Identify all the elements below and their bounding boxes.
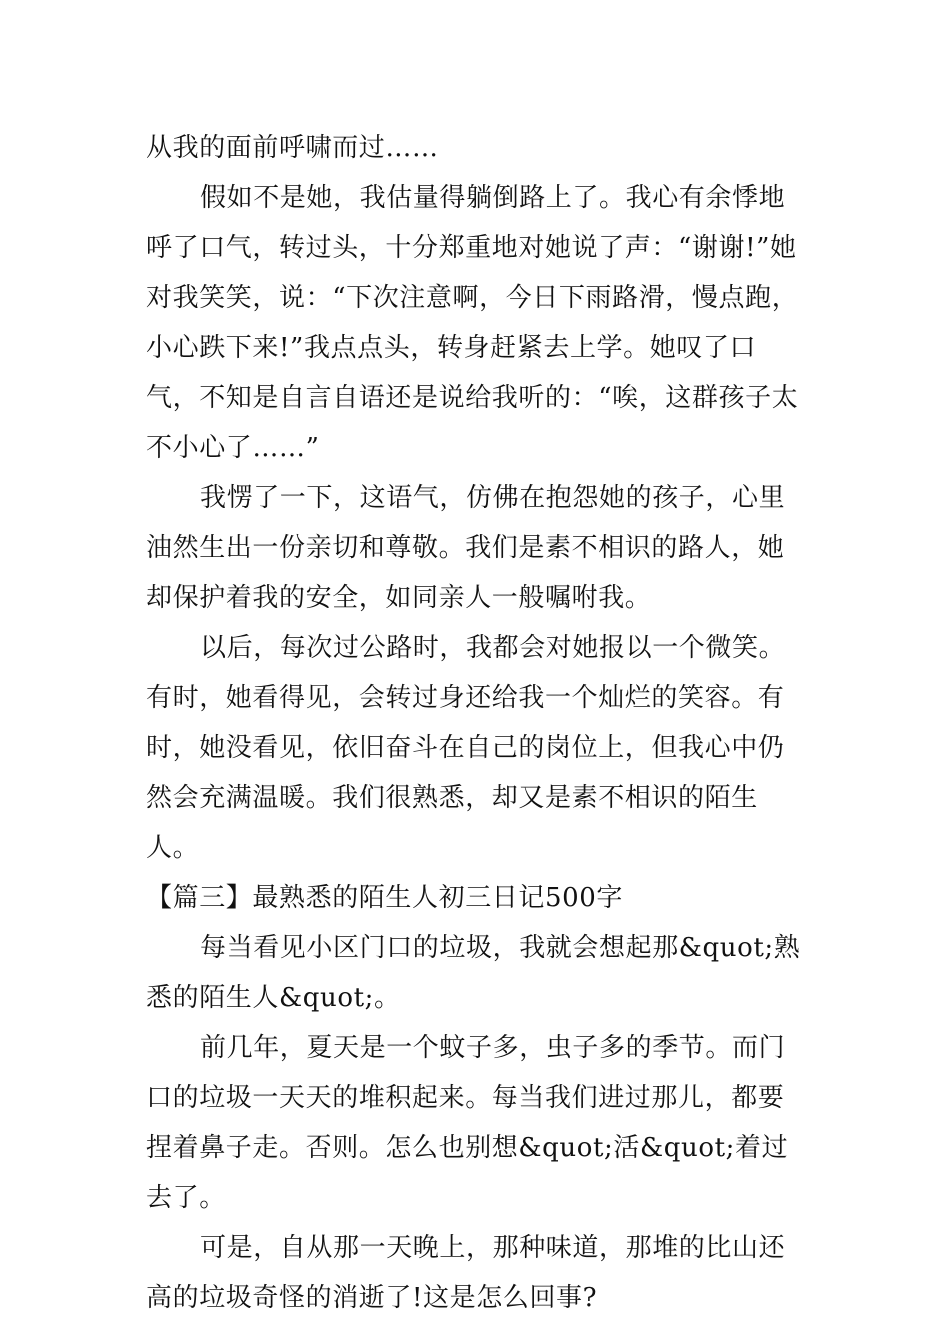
section-heading: 【篇三】最熟悉的陌生人初三日记500字 — [146, 883, 624, 913]
paragraph-4: 以后，每次过公路时，我都会对她报以一个微笑。有时，她看得见，会转过身还给我一个灿烂的笑容。有时，她没看见，依旧奋斗在自己的岗位上，但我心中仍然会充满温暖。我们很熟悉，却又是素不相识的陌生人。 — [146, 633, 786, 863]
paragraph-7: 可是，自从那一天晚上，那种味道，那堆的比山还高的垃圾奇怪的消逝了!这是怎么回事? — [146, 1233, 786, 1313]
paragraph-1: 从我的面前呼啸而过…… — [146, 133, 439, 163]
paragraph-3: 我愣了一下，这语气，仿佛在抱怨她的孩子，心里油然生出一份亲切和尊敬。我们是素不相识的路人，她却保护着我的安全，如同亲人一般嘱咐我。 — [146, 483, 786, 613]
paragraph-5: 每当看见小区门口的垃圾，我就会想起那&quot;熟悉的陌生人&quot;。 — [146, 933, 801, 1013]
paragraph-6: 前几年，夏天是一个蚊子多，虫子多的季节。而门口的垃圾一天天的堆积起来。每当我们进过那儿，都要捏着鼻子走。否则。怎么也别想&quot;活&quot;着过去了。 — [146, 1033, 789, 1213]
document-body — [146, 123, 806, 1323]
paragraph-2: 假如不是她，我估量得躺倒路上了。我心有余悸地呼了口气，转过头，十分郑重地对她说了声：“谢谢!”她对我笑笑，说：“下次注意啊，今日下雨路滑，慢点跑，小心跌下来!”我点点头，转身赶紧去上学。她叹了口气，不知是自言自语还是说给我听的：“唉，这群孩子太不小心了……” — [146, 183, 799, 463]
